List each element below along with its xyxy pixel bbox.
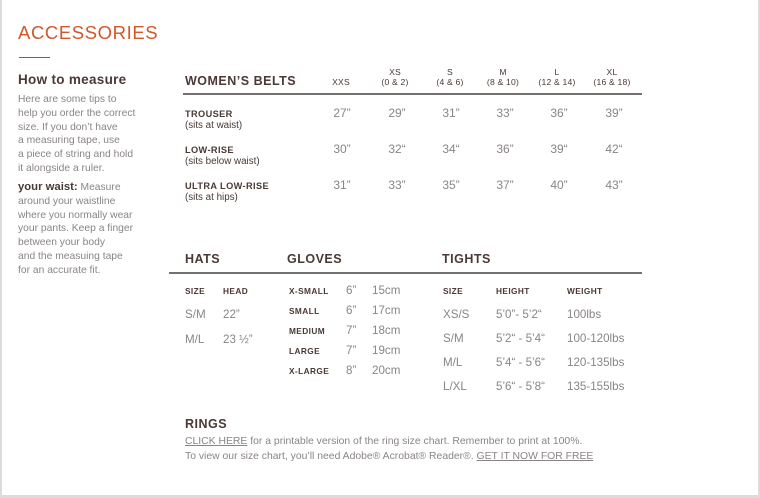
glove-inches: 7” <box>346 324 357 337</box>
tights-col-weight: WEIGHT <box>567 286 603 296</box>
rings-line-1-text: for a printable version of the ring size chart. Remember to print at 100%. <box>247 436 583 447</box>
waist-line: around your waistline <box>18 195 116 207</box>
waist-line: between your body <box>18 237 106 249</box>
tights-height: 5’6“ - 5’8“ <box>496 380 545 393</box>
tights-weight: 100lbs <box>567 308 602 321</box>
row-label: TROUSER <box>185 109 233 119</box>
col-size: S <box>447 67 453 77</box>
row-label: LOW-RISE <box>185 145 234 155</box>
tights-height: 5’4“ - 5’6“ <box>496 356 545 369</box>
glove-inches: 6” <box>346 304 357 317</box>
col-size: M <box>499 67 507 77</box>
rings-line-2-text: To view our size chart, you’ll need Adobe® Acrobat® Reader®. <box>185 451 477 462</box>
glove-cm: 19cm <box>372 344 401 357</box>
belts-col-xxs <box>311 77 371 87</box>
belt-value: 32“ <box>388 142 406 156</box>
intro-line: help you order the correct <box>18 107 136 119</box>
rings-line-2 <box>185 451 593 462</box>
col-range: (8 & 10) <box>486 77 520 87</box>
title-divider <box>19 57 50 58</box>
get-acrobat-link[interactable]: GET IT NOW FOR FREE <box>476 451 594 462</box>
belt-value: 35” <box>442 178 460 192</box>
glove-cm: 18cm <box>372 324 401 337</box>
col-size: XL <box>606 67 618 77</box>
waist-line: where you normally wear <box>18 209 133 221</box>
belts-col-m <box>473 67 533 87</box>
tights-size: S/M <box>443 332 464 345</box>
belt-value: 37” <box>496 178 514 192</box>
waist-line: your pants. Keep a finger <box>18 223 134 235</box>
belt-value: 27” <box>333 106 351 120</box>
row-sub: (sits below waist) <box>185 156 260 167</box>
glove-size: MEDIUM <box>289 326 326 336</box>
tights-weight: 100-120lbs <box>567 332 625 345</box>
belt-value: 40” <box>550 178 568 192</box>
row-label: ULTRA LOW-RISE <box>185 181 270 191</box>
tights-col-height: HEIGHT <box>496 286 530 296</box>
belts-col-xl <box>582 67 642 87</box>
glove-size: SMALL <box>289 306 320 316</box>
tights-size: M/L <box>443 356 463 369</box>
belt-value: 31” <box>442 106 460 120</box>
col-range: (16 & 18) <box>593 77 631 87</box>
belt-value: 31” <box>333 178 351 192</box>
hat-head: 22” <box>223 308 240 321</box>
glove-size: X-LARGE <box>289 366 330 376</box>
belt-value: 43” <box>605 178 623 192</box>
belts-col-xs <box>365 67 425 87</box>
hats-col-size: SIZE <box>185 286 206 296</box>
hat-size: M/L <box>185 333 205 346</box>
intro-line: it alongside a ruler. <box>18 162 105 174</box>
belt-value: 39” <box>605 106 623 120</box>
belt-row-ultra-low-rise <box>185 180 269 204</box>
glove-cm: 20cm <box>372 364 401 377</box>
waist-label: your waist: <box>18 181 78 193</box>
accessories-divider <box>169 272 642 274</box>
rings-heading: RINGS <box>185 417 228 431</box>
click-here-link[interactable]: CLICK HERE <box>185 436 248 447</box>
tights-height: 5’0”- 5’2“ <box>496 308 542 321</box>
gloves-heading: GLOVES <box>287 252 343 266</box>
rings-line-1 <box>185 436 582 447</box>
glove-cm: 15cm <box>372 284 401 297</box>
waist-first-line <box>18 181 168 195</box>
belt-value: 36” <box>550 106 568 120</box>
belt-row-trouser <box>185 108 242 132</box>
waist-instructions <box>18 181 168 278</box>
row-sub: (sits at hips) <box>185 192 238 203</box>
belt-value: 36” <box>496 142 514 156</box>
belt-value: 33” <box>388 178 406 192</box>
col-range: (4 & 6) <box>436 77 464 87</box>
waist-first-text: Measure <box>77 182 121 193</box>
intro-line: size. If you don’t have <box>18 121 118 133</box>
tights-height: 5’2“ - 5’4“ <box>496 332 545 345</box>
hats-col-head: HEAD <box>223 286 249 296</box>
page-title: ACCESSORIES <box>18 22 159 43</box>
col-range: (12 & 14) <box>538 77 576 87</box>
hat-size: S/M <box>185 308 206 321</box>
belts-divider <box>183 93 642 95</box>
hat-head: 23 ½” <box>223 333 253 346</box>
how-to-measure-heading: How to measure <box>18 72 127 87</box>
belt-value: 42“ <box>605 142 623 156</box>
col-size: L <box>554 67 560 77</box>
row-sub: (sits at waist) <box>185 120 243 131</box>
intro-line: a measuring tape, use <box>18 135 120 147</box>
belts-heading: WOMEN’S BELTS <box>185 74 297 88</box>
intro-line: a piece of string and hold <box>18 149 134 161</box>
glove-inches: 8” <box>346 364 357 377</box>
belt-value: 30” <box>333 142 351 156</box>
glove-cm: 17cm <box>372 304 401 317</box>
hats-heading: HATS <box>185 252 221 266</box>
intro-line: Here are some tips to <box>18 94 117 105</box>
glove-inches: 7” <box>346 344 357 357</box>
glove-inches: 6” <box>346 284 357 297</box>
tights-size: L/XL <box>443 380 467 393</box>
glove-size: X-SMALL <box>289 286 329 296</box>
belt-row-low-rise <box>185 144 260 168</box>
belts-col-l <box>527 67 587 87</box>
belt-value: 34“ <box>442 142 460 156</box>
waist-line: for an accurate fit. <box>18 264 101 276</box>
belt-value: 39“ <box>550 142 568 156</box>
col-size: XS <box>389 67 401 77</box>
tights-heading: TIGHTS <box>442 252 491 266</box>
col-range: (0 & 2) <box>381 77 409 87</box>
glove-size: LARGE <box>289 346 321 356</box>
col-size: XXS <box>332 77 350 87</box>
belt-value: 33” <box>496 106 514 120</box>
tights-col-size: SIZE <box>443 286 464 296</box>
measure-intro-text <box>18 93 168 176</box>
tights-weight: 120-135lbs <box>567 356 625 369</box>
tights-weight: 135-155lbs <box>567 380 625 393</box>
belt-value: 29” <box>388 106 406 120</box>
tights-size: XS/S <box>443 308 470 321</box>
belts-col-s <box>420 67 480 87</box>
waist-line: and the measuing tape <box>18 250 123 262</box>
